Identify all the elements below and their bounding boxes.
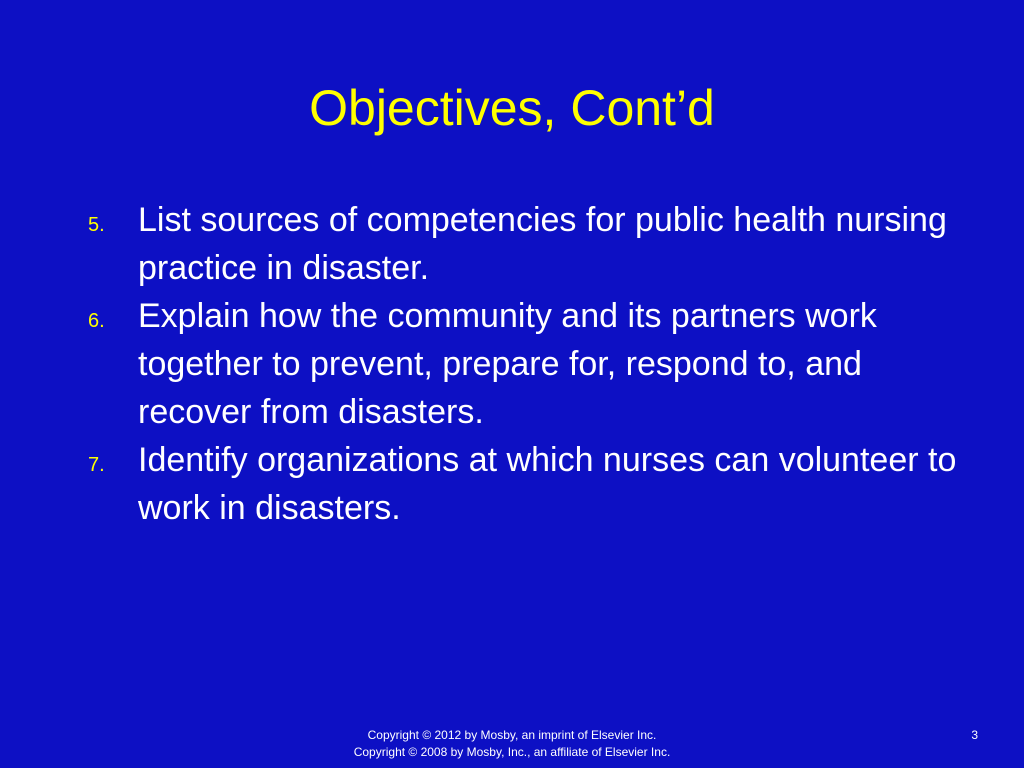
objective-text: Explain how the community and its partners work together to prevent, prepare for, respond to, and recover from disasters. xyxy=(138,297,877,431)
slide-title: Objectives, Cont’d xyxy=(309,80,715,136)
copyright-footer xyxy=(0,727,1024,761)
objective-item-7 xyxy=(80,436,980,532)
objective-number: 7. xyxy=(88,454,105,476)
objective-item-5 xyxy=(80,196,980,292)
objective-text: List sources of competencies for public health nursing practice in disaster. xyxy=(138,201,947,287)
page-number: 3 xyxy=(971,728,978,742)
copyright-line-1: Copyright © 2012 by Mosby, an imprint of Elsevier Inc. xyxy=(367,728,657,742)
objective-number: 5. xyxy=(88,214,105,236)
objective-number: 6. xyxy=(88,310,105,332)
objective-list xyxy=(80,196,980,532)
objective-item-6 xyxy=(80,292,980,436)
copyright-line-2: Copyright © 2008 by Mosby, Inc., an affiliate of Elsevier Inc. xyxy=(353,745,671,759)
objective-text: Identify organizations at which nurses can volunteer to work in disasters. xyxy=(138,441,957,527)
